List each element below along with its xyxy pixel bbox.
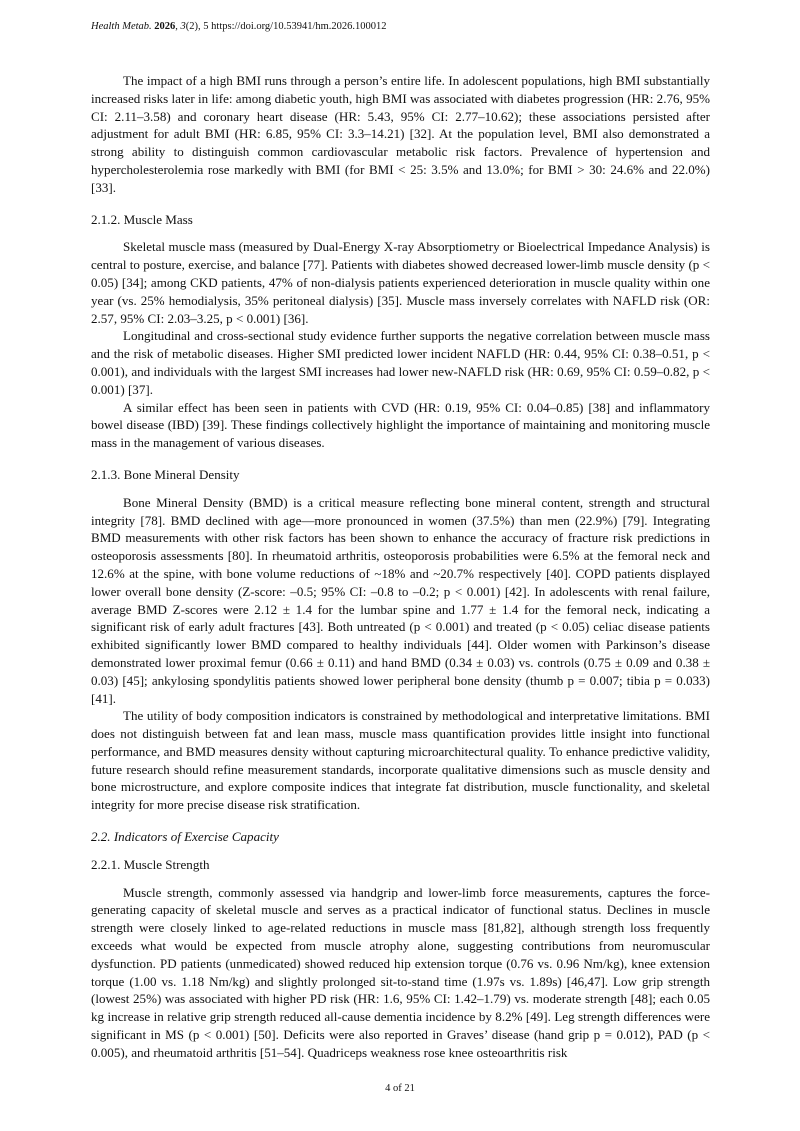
- paragraph-longitudinal-evidence: Longitudinal and cross-sectional study evidence further supports the negative correlation between muscle mass and the risk of metabolic diseases. Higher SMI predicted lower incident NAFLD (HR: 0.44, 95% CI: 0.38–0.51, p < 0.001), and individuals with the largest SMI increases had lower new-NAFLD risk (HR: 0.69, 95% CI: 0.59–0.82, p < 0.001) [37].: [91, 328, 710, 397]
- issue-doi: (2), 5 https://doi.org/10.53941/hm.2026.100012: [185, 21, 387, 32]
- section-heading-muscle-strength: 2.2.1. Muscle Strength: [91, 856, 210, 872]
- paragraph-muscle-strength: Muscle strength, commonly assessed via handgrip and lower-limb force measurements, captures the force-generating capacity of skeletal muscle and serves as a practical indicator of functional status. Declines in muscle strength were closely linked to age-related reductions in muscle mass [81,82], although strength loss frequently exceeds what would be expected from muscle atrophy alone, suggesting contributions from neuromuscular dysfunction. PD patients (unmedicated) showed reduced hip extension torque (0.76 vs. 0.96 Nm/kg), knee extension torque (1.00 vs. 1.18 Nm/kg) and slightly prolonged sit-to-stand time (1.97s vs. 1.89s) [46,47]. Low grip strength (lowest 25%) was associated with higher PD risk (HR: 1.6, 95% CI: 1.42–1.79) vs. moderate strength [48]; each 0.05 kg increase in relative grip strength reduced all-cause dementia incidence by 8.2% [49]. Leg strength differences were significant in MS (p < 0.001) [50]. Deficits were also reported in Graves’ disease (hand grip p = 0.012), PAD (p < 0.005), and rheumatoid arthritis [51–54]. Quadriceps weakness rose knee osteoarthritis risk: [91, 884, 710, 1060]
- running-header: Health Metab. 2026, 3(2), 5 https://doi.org/10.53941/hm.2026.100012: [91, 21, 387, 32]
- publication-year: 2026: [154, 21, 176, 32]
- paragraph-bmi-lifespan: The impact of a high BMI runs through a person’s entire life. In adolescent populations, high BMI substantially increased risks later in life: among diabetic youth, high BMI was associated with diabetes progression (HR: 2.76, 95% CI: 2.11–3.58) and coronary heart disease (HR: 5.43, 95% CI: 2.77–10.62); these associations persisted after adjustment for adult BMI (HR: 6.85, 95% CI: 3.3–14.21) [32]. At the population level, BMI also demonstrated a strong ability to distinguish common cardiovascular metabolic risk factors. Prevalence of hypertension and hypercholesterolemia rose markedly with BMI (for BMI < 25: 3.5% and 13.0%; for BMI > 30: 24.6% and 22.0%) [33].: [91, 73, 710, 195]
- section-heading-bone-mineral-density: 2.1.3. Bone Mineral Density: [91, 466, 240, 482]
- page-number: 4 of 21: [385, 1083, 415, 1094]
- paragraph-bmd: Bone Mineral Density (BMD) is a critical measure reflecting bone mineral content, strength and structural integrity [78]. BMD declined with age—more pronounced in women (37.5%) than men (22.9%) [79]. Integrating BMD measurements with other risk factors has been shown to enhance the accuracy of fracture risk predictions in osteoporosis assessments [80]. In rheumatoid arthritis, osteoporosis probabilities were 6.5% at the femoral neck and 12.6% at the spine, with bone volume reductions of ~18% and ~20.7% respectively [40]. COPD patients displayed lower overall bone density (Z-score: –0.5; 95% CI: –0.8 to –0.2; p < 0.001) [42]. In adolescents with renal failure, average BMD Z-scores were 2.12 ± 1.4 for the lumbar spine and 1.77 ± 1.4 for the femoral neck, indicating a significant risk of early adult fractures [43]. Both untreated (p < 0.001) and treated (p < 0.05) celiac disease patients exhibited significantly lower BMD compared to healthy individuals [44]. Older women with Parkinson’s disease demonstrated lower proximal femur (0.66 ± 0.11) and hand BMD (0.34 ± 0.03) vs. controls (0.75 ± 0.09 and 0.38 ± 0.03) [45]; ankylosing spondylitis patients showed lower peripheral bone density (thumb p = 0.007; tibia p = 0.033) [41].: [91, 494, 710, 706]
- volume-number: 3: [180, 21, 186, 32]
- section-heading-exercise-capacity: 2.2. Indicators of Exercise Capacity: [91, 829, 279, 845]
- paragraph-limitations: The utility of body composition indicators is constrained by methodological and interpretative limitations. BMI does not distinguish between fat and lean mass, muscle mass quantification provides little insight into functional performance, and BMD measures density without capturing microarchitectural quality. To enhance predictive validity, future research should refine measurement standards, incorporate qualitative dimensions such as muscle density and bone microstructure, and explore composite indices that integrate fat distribution, muscle functionality, and skeletal integrity for more precise disease risk stratification.: [91, 708, 710, 813]
- paragraph-cvd-ibd: A similar effect has been seen in patients with CVD (HR: 0.19, 95% CI: 0.04–0.85) [38] and inflammatory bowel disease (IBD) [39]. These findings collectively highlight the importance of maintaining and monitoring muscle mass in the management of various diseases.: [91, 399, 710, 451]
- journal-name: Health Metab.: [91, 21, 152, 32]
- body-text: [91, 72, 710, 1062]
- section-heading-muscle-mass: 2.1.2. Muscle Mass: [91, 211, 193, 227]
- paragraph-muscle-mass: Skeletal muscle mass (measured by Dual-Energy X-ray Absorptiometry or Bioelectrical Impedance Analysis) is central to posture, exercise, and balance [77]. Patients with diabetes showed decreased lower-limb muscle density (p < 0.05) [34]; among CKD patients, 47% of non-dialysis patients experienced deterioration in muscle quality within one year (vs. 25% hemodialysis, 35% peritoneal dialysis) [35]. Muscle mass inversely correlates with NAFLD risk (OR: 2.57, 95% CI: 2.03–3.25, p < 0.001) [36].: [91, 239, 710, 326]
